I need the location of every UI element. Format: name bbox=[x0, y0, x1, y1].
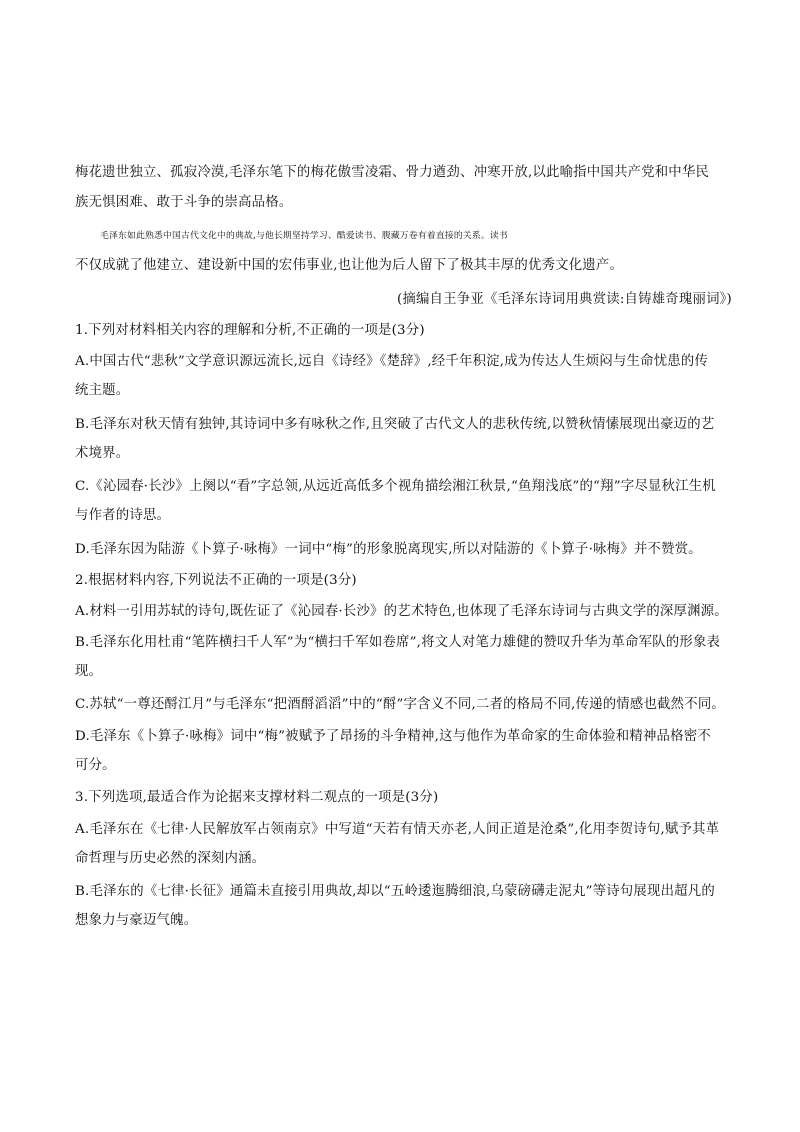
question-1-option-d: D.毛泽东因为陆游《卜算子·咏梅》一词中“梅”的形象脱离现实,所以对陆游的《卜算子·咏梅》并不赞赏。 bbox=[75, 542, 702, 557]
question-2-option-b: B.毛泽东化用杜甫“笔阵横扫千人军”为“横扫千军如卷席”,将文人对笔力雄健的赞叹升华为革命军队的形象表 bbox=[75, 635, 721, 650]
question-3-option-b-cont: 想象力与豪迈气魄。 bbox=[75, 913, 198, 928]
question-3-stem: 3.下列选项,最适合作为论据来支撑材料二观点的一项是(3分) bbox=[75, 790, 439, 805]
paragraph-line: 梅花遗世独立、孤寂冷漠,毛泽东笔下的梅花傲雪凌霜、骨力遒劲、冲寒开放,以此喻指中国共产党和中华民 bbox=[75, 165, 710, 180]
question-1-option-c: C.《沁园春·长沙》上阕以“看”字总领,从远近高低多个视角描绘湘江秋景,“鱼翔浅底”的“翔”字尽显秋江生机 bbox=[75, 479, 716, 494]
paragraph-line: 族无惧困难、敢于斗争的崇高品格。 bbox=[75, 195, 293, 210]
question-1-option-a: A.中国古代“悲秋”文学意识源远流长,远自《诗经》《楚辞》,经千年积淀,成为传达人生烦闷与生命忧患的传 bbox=[75, 354, 709, 369]
question-2-option-a: A.材料一引用苏轼的诗句,既佐证了《沁园春·长沙》的艺术特色,也体现了毛泽东诗词与古典文学的深厚渊源。 bbox=[75, 604, 728, 619]
question-2-stem: 2.根据材料内容,下列说法不正确的一项是(3分) bbox=[75, 573, 357, 588]
question-3-option-a: A.毛泽东在《七律·人民解放军占领南京》中写道“天若有情天亦老,人间正道是沧桑”,化用李贺诗句,赋予其革 bbox=[75, 822, 720, 837]
question-2-option-d: D.毛泽东《卜算子·咏梅》词中“梅”被赋予了昂扬的斗争精神,这与他作为革命家的生命体验和精神品格密不 bbox=[75, 729, 711, 744]
question-1-option-b: B.毛泽东对秋天情有独钟,其诗词中多有咏秋之作,且突破了古代文人的悲秋传统,以赞秋情愫展现出豪迈的艺 bbox=[75, 417, 715, 432]
question-3-option-a-cont: 命哲理与历史必然的深刻内涵。 bbox=[75, 851, 266, 866]
paragraph-line: 毛泽东如此熟悉中国古代文化中的典故,与他长期坚持学习、酷爱读书、腹藏万卷有着直接的关系。读书 bbox=[100, 231, 508, 241]
question-2-option-d-cont: 可分。 bbox=[75, 758, 116, 773]
question-2-option-c: C.苏轼“一尊还酹江月”与毛泽东“把酒酹滔滔”中的“酹”字含义不同,二者的格局不同,传递的情感也截然不同。 bbox=[75, 697, 726, 712]
source-citation: (摘编自王争亚《毛泽东诗词用典赏读:自铸雄奇瑰丽词》) bbox=[396, 292, 732, 307]
question-1-option-b-cont: 术境界。 bbox=[75, 446, 130, 461]
question-1-stem: 1.下列对材料相关内容的理解和分析,不正确的一项是(3分) bbox=[75, 323, 425, 338]
question-3-option-b: B.毛泽东的《七律·长征》通篇未直接引用典故,却以“五岭逶迤腾细浪,乌蒙磅礴走泥丸”等诗句展现出超凡的 bbox=[75, 884, 715, 899]
question-1-option-c-cont: 与作者的诗思。 bbox=[75, 508, 171, 523]
question-2-option-b-cont: 现。 bbox=[75, 664, 103, 679]
question-1-option-a-cont: 统主题。 bbox=[75, 383, 130, 398]
paragraph-line: 不仅成就了他建立、建设新中国的宏伟事业,也让他为后人留下了极其丰厚的优秀文化遗产。 bbox=[75, 258, 624, 273]
